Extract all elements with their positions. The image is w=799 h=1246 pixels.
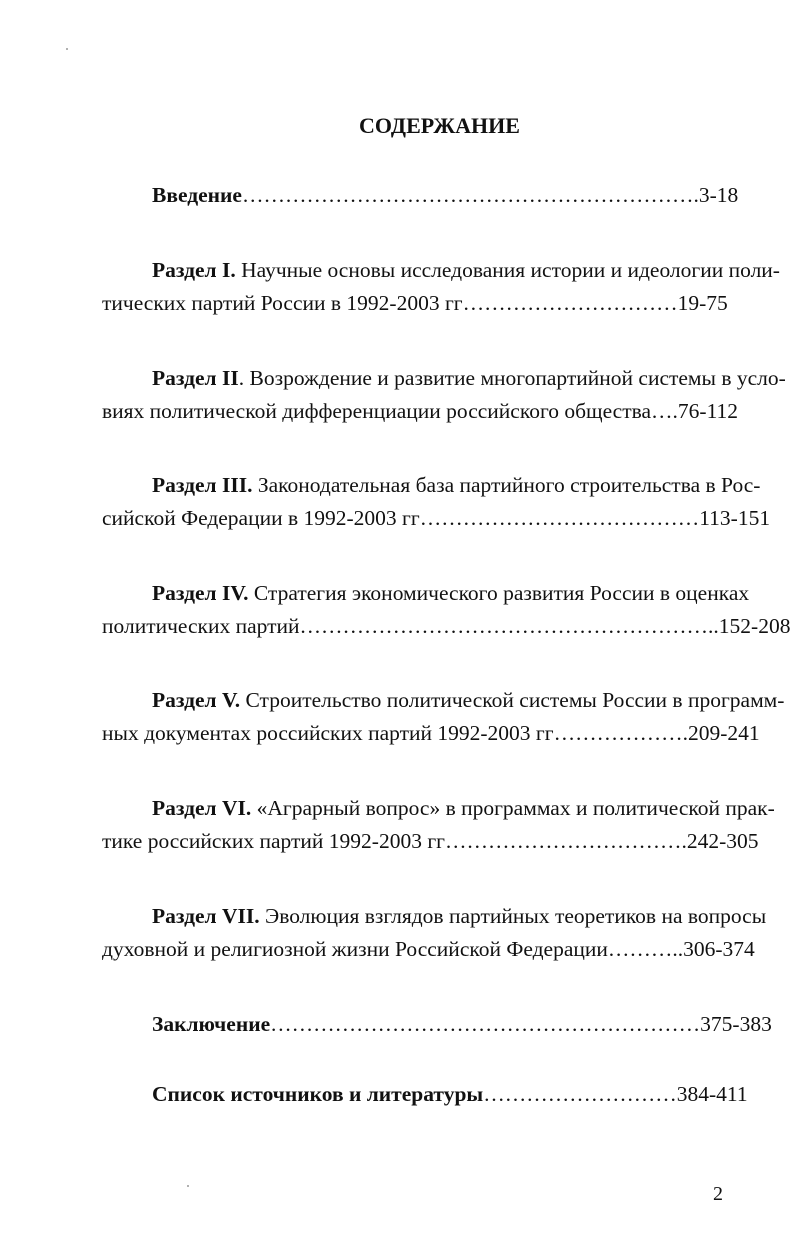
toc-page-range: 306-374: [683, 937, 755, 961]
toc-entry-text: политических партий: [102, 614, 300, 638]
toc-entry-text: сийской Федерации в 1992-2003 гг: [102, 506, 420, 530]
toc-entry-section-6-line1: [152, 795, 775, 821]
toc-leader-dots: ……………………………………………………: [270, 1012, 701, 1036]
toc-entry-section-4-line1: [152, 580, 750, 606]
toc-entry-section-7-line2: [102, 936, 755, 962]
toc-entry-text: Эволюция взглядов партийных теоретиков на вопросы: [265, 904, 767, 928]
toc-entry-label: Раздел VII.: [152, 904, 260, 928]
toc-entry-label: Введение: [152, 183, 242, 207]
toc-leader-dots: …………………………………………………..: [299, 614, 719, 638]
toc-page-range: 19-75: [677, 291, 728, 315]
toc-leader-dots: ……………………………………………………….: [241, 183, 699, 207]
page-number: 2: [713, 1183, 723, 1205]
toc-leader-dots: ….: [651, 399, 678, 423]
toc-entry-label: Раздел VI.: [152, 796, 252, 820]
toc-entry-section-2-line1: [152, 365, 786, 391]
toc-page-range: 209-241: [687, 721, 760, 745]
toc-leader-dots: …………………………………: [419, 506, 700, 530]
toc-entry-section-7-line1: [152, 903, 767, 929]
toc-entry-text: Стратегия экономического развития России в оценках: [253, 581, 750, 605]
toc-leader-dots: ………………………: [483, 1082, 677, 1106]
toc-entry-section-2-line2: [102, 398, 738, 424]
toc-entry-text: тических партий России в 1992-2003 гг: [102, 291, 463, 315]
toc-entry-text: виях политической дифференциации российского общества: [102, 399, 652, 423]
toc-entry-section-1-line2: [102, 290, 728, 316]
toc-leader-dots: ……………….: [553, 721, 688, 745]
page-title: СОДЕРЖАНИЕ: [359, 113, 520, 138]
toc-entry-section-5-line2: [102, 720, 760, 746]
scan-speck: [66, 48, 68, 50]
toc-entry-label: Раздел III.: [152, 473, 253, 497]
toc-entry-conclusion: [152, 1011, 772, 1037]
toc-entry-section-6-line2: [102, 828, 759, 854]
toc-page-range: 76-112: [677, 399, 739, 423]
toc-entry-text: тике российских партий 1992-2003 гг: [102, 829, 445, 853]
toc-entry-introduction: [152, 182, 738, 208]
toc-entry-text: ных документах российских партий 1992-2003 гг: [102, 721, 554, 745]
toc-entry-text: Научные основы исследования истории и идеологии поли-: [241, 258, 780, 282]
toc-entry-section-4-line2: [102, 613, 790, 639]
toc-entry-text: духовной и религиозной жизни Российской Федерации: [102, 937, 608, 961]
toc-entry-text: «Аграрный вопрос» в программах и политической прак-: [256, 796, 775, 820]
toc-entry-references: [152, 1081, 748, 1107]
toc-entry-section-3-line1: [152, 472, 761, 498]
toc-page-range: 3-18: [698, 183, 739, 207]
toc-entry-section-1-line1: [152, 257, 780, 283]
toc-leader-dots: …………………………: [462, 291, 678, 315]
scan-speck: [187, 1185, 189, 1187]
toc-entry-label: Раздел IV.: [152, 581, 249, 605]
toc-leader-dots: …………………………….: [444, 829, 687, 853]
toc-leader-dots: ………..: [607, 937, 684, 961]
toc-page-range: 242-305: [686, 829, 759, 853]
toc-entry-section-3-line2: [102, 505, 770, 531]
toc-entry-label: Раздел II: [152, 366, 239, 390]
toc-page-range: 152-208: [718, 614, 791, 638]
toc-entry-label: Раздел I.: [152, 258, 236, 282]
toc-page-range: 113-151: [699, 506, 771, 530]
toc-entry-text: Законодательная база партийного строительства в Рос-: [257, 473, 761, 497]
toc-page-range: 384-411: [676, 1082, 748, 1106]
toc-entry-label: Список источников и литературы: [152, 1082, 484, 1106]
toc-entry-section-5-line1: [152, 687, 785, 713]
toc-entry-label: Заключение: [152, 1012, 271, 1036]
toc-page-range: 375-383: [700, 1012, 772, 1036]
toc-entry-text: . Возрождение и развитие многопартийной системы в усло-: [238, 366, 786, 390]
toc-entry-label: Раздел V.: [152, 688, 241, 712]
toc-entry-text: Строительство политической системы России в программ-: [245, 688, 785, 712]
